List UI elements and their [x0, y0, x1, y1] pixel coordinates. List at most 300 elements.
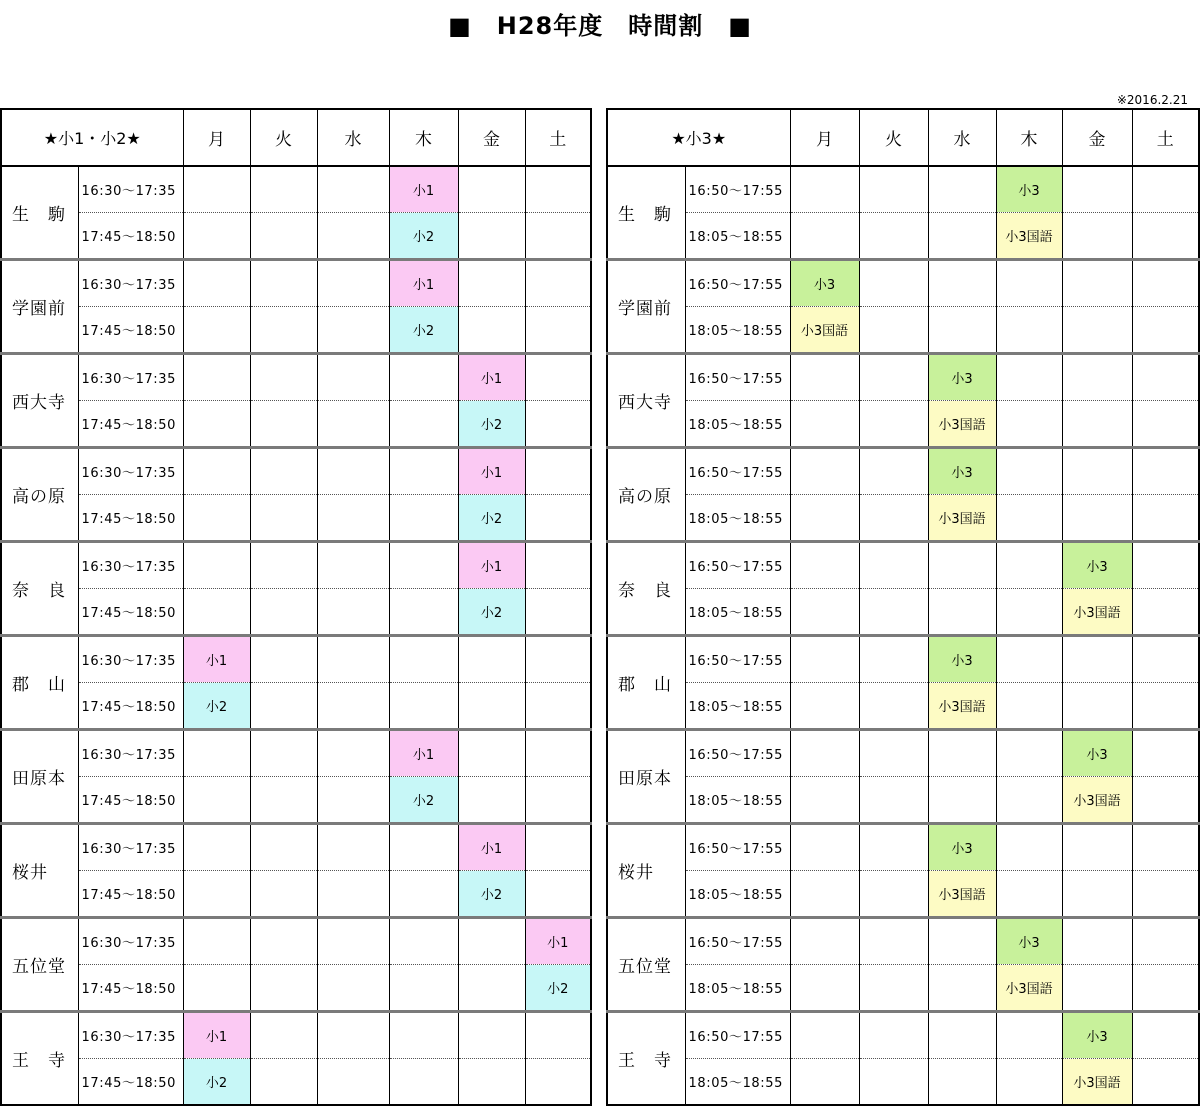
table-row	[607, 1012, 1199, 1059]
day-header-tue: 火	[859, 109, 928, 166]
table-row	[607, 542, 1199, 589]
time-slot: 16:50〜17:55	[685, 824, 790, 871]
time-slot: 18:05〜18:55	[685, 777, 790, 824]
table-header	[1, 109, 591, 166]
campus-name: 生 駒	[12, 205, 66, 225]
empty-cell	[1132, 636, 1199, 683]
time-slot: 18:05〜18:55	[685, 307, 790, 354]
empty-cell	[996, 401, 1062, 448]
class-cell: 小1	[389, 166, 458, 213]
empty-cell	[859, 589, 928, 636]
empty-cell	[859, 871, 928, 918]
empty-cell	[790, 1059, 859, 1106]
empty-cell	[525, 354, 591, 401]
class-cell: 小3国語	[1062, 1059, 1132, 1106]
empty-cell	[1132, 965, 1199, 1012]
campus-name: 学園前	[1, 260, 78, 354]
campus-name: 田原本	[1, 730, 78, 824]
class-cell: 小3国語	[928, 683, 996, 730]
empty-cell	[790, 213, 859, 260]
header-row	[1, 109, 591, 166]
time-slot: 18:05〜18:55	[685, 965, 790, 1012]
table-row	[1, 307, 591, 354]
empty-cell	[790, 636, 859, 683]
schedule-table-grade3	[606, 108, 1200, 1106]
time-slot: 16:50〜17:55	[685, 260, 790, 307]
day-header-wed: 水	[317, 109, 389, 166]
campus-name: 高の原	[1, 448, 78, 542]
time-slot: 18:05〜18:55	[685, 1059, 790, 1106]
class-cell: 小3	[790, 260, 859, 307]
table-row	[1, 260, 591, 307]
empty-cell	[183, 730, 250, 777]
empty-cell	[317, 918, 389, 965]
class-cell: 小1	[458, 448, 525, 495]
time-slot: 18:05〜18:55	[685, 871, 790, 918]
empty-cell	[183, 824, 250, 871]
empty-cell	[389, 965, 458, 1012]
empty-cell	[859, 307, 928, 354]
empty-cell	[1132, 918, 1199, 965]
class-cell: 小3国語	[1062, 589, 1132, 636]
empty-cell	[317, 354, 389, 401]
empty-cell	[790, 542, 859, 589]
time-slot: 17:45〜18:50	[78, 307, 183, 354]
time-slot: 18:05〜18:55	[685, 495, 790, 542]
table-row	[1, 777, 591, 824]
empty-cell	[1062, 871, 1132, 918]
time-slot: 16:30〜17:35	[78, 166, 183, 213]
empty-cell	[317, 777, 389, 824]
time-slot: 17:45〜18:50	[78, 965, 183, 1012]
page-title: ■ H28年度 時間割 ■	[448, 12, 752, 40]
table-row	[607, 495, 1199, 542]
time-slot: 16:50〜17:55	[685, 448, 790, 495]
empty-cell	[458, 260, 525, 307]
class-cell: 小3	[1062, 542, 1132, 589]
time-slot: 18:05〜18:55	[685, 401, 790, 448]
table-row	[1, 965, 591, 1012]
empty-cell	[859, 260, 928, 307]
empty-cell	[525, 260, 591, 307]
time-slot: 17:45〜18:50	[78, 777, 183, 824]
empty-cell	[317, 542, 389, 589]
empty-cell	[525, 495, 591, 542]
empty-cell	[389, 354, 458, 401]
class-cell: 小3国語	[928, 401, 996, 448]
campus-name: 田原本	[607, 730, 685, 824]
empty-cell	[317, 1012, 389, 1059]
time-slot: 17:45〜18:50	[78, 495, 183, 542]
empty-cell	[317, 448, 389, 495]
empty-cell	[183, 354, 250, 401]
empty-cell	[317, 965, 389, 1012]
empty-cell	[1062, 824, 1132, 871]
empty-cell	[389, 589, 458, 636]
time-slot: 17:45〜18:50	[78, 213, 183, 260]
empty-cell	[389, 1012, 458, 1059]
empty-cell	[859, 824, 928, 871]
class-cell: 小2	[458, 871, 525, 918]
empty-cell	[250, 683, 317, 730]
empty-cell	[317, 1059, 389, 1106]
class-cell: 小1	[458, 542, 525, 589]
empty-cell	[458, 683, 525, 730]
empty-cell	[183, 260, 250, 307]
table-row	[607, 777, 1199, 824]
empty-cell	[790, 824, 859, 871]
empty-cell	[859, 1012, 928, 1059]
class-cell: 小2	[458, 589, 525, 636]
table-row	[607, 260, 1199, 307]
empty-cell	[790, 166, 859, 213]
empty-cell	[1062, 918, 1132, 965]
empty-cell	[790, 777, 859, 824]
empty-cell	[790, 589, 859, 636]
table-row	[1, 636, 591, 683]
header-row	[607, 109, 1199, 166]
empty-cell	[183, 589, 250, 636]
empty-cell	[250, 354, 317, 401]
class-cell: 小2	[525, 965, 591, 1012]
empty-cell	[317, 495, 389, 542]
empty-cell	[250, 401, 317, 448]
table-row	[1, 166, 591, 213]
class-group-header: ★小3★	[607, 109, 790, 166]
empty-cell	[1062, 354, 1132, 401]
empty-cell	[317, 260, 389, 307]
campus-name: 西大寺	[1, 354, 78, 448]
empty-cell	[1062, 401, 1132, 448]
empty-cell	[183, 307, 250, 354]
empty-cell	[317, 871, 389, 918]
empty-cell	[525, 871, 591, 918]
table-row	[607, 448, 1199, 495]
empty-cell	[250, 824, 317, 871]
empty-cell	[859, 730, 928, 777]
campus-name: 高の原	[607, 448, 685, 542]
empty-cell	[996, 683, 1062, 730]
empty-cell	[996, 824, 1062, 871]
table-row	[607, 636, 1199, 683]
empty-cell	[250, 260, 317, 307]
day-header-sat: 土	[525, 109, 591, 166]
empty-cell	[389, 824, 458, 871]
empty-cell	[1132, 1059, 1199, 1106]
empty-cell	[525, 824, 591, 871]
day-header-fri: 金	[458, 109, 525, 166]
empty-cell	[1062, 260, 1132, 307]
table-row	[1, 213, 591, 260]
time-slot: 17:45〜18:50	[78, 1059, 183, 1106]
empty-cell	[996, 589, 1062, 636]
empty-cell	[317, 213, 389, 260]
empty-cell	[525, 307, 591, 354]
empty-cell	[859, 448, 928, 495]
empty-cell	[928, 965, 996, 1012]
empty-cell	[996, 354, 1062, 401]
class-cell: 小1	[525, 918, 591, 965]
empty-cell	[317, 683, 389, 730]
empty-cell	[183, 166, 250, 213]
table-header	[607, 109, 1199, 166]
empty-cell	[458, 636, 525, 683]
table-body	[1, 166, 591, 1105]
empty-cell	[525, 683, 591, 730]
empty-cell	[525, 1059, 591, 1106]
empty-cell	[389, 636, 458, 683]
class-cell: 小2	[389, 777, 458, 824]
table-row	[1, 495, 591, 542]
table-row	[607, 589, 1199, 636]
empty-cell	[458, 965, 525, 1012]
empty-cell	[389, 542, 458, 589]
empty-cell	[250, 448, 317, 495]
empty-cell	[458, 1059, 525, 1106]
empty-cell	[1132, 213, 1199, 260]
empty-cell	[1132, 730, 1199, 777]
empty-cell	[1062, 307, 1132, 354]
table-row	[1, 354, 591, 401]
empty-cell	[525, 636, 591, 683]
empty-cell	[859, 918, 928, 965]
empty-cell	[996, 542, 1062, 589]
empty-cell	[525, 589, 591, 636]
empty-cell	[1132, 307, 1199, 354]
time-slot: 16:50〜17:55	[685, 354, 790, 401]
class-cell: 小3	[928, 636, 996, 683]
time-slot: 16:50〜17:55	[685, 166, 790, 213]
empty-cell	[389, 1059, 458, 1106]
empty-cell	[996, 495, 1062, 542]
empty-cell	[790, 918, 859, 965]
empty-cell	[250, 166, 317, 213]
day-header-fri: 金	[1062, 109, 1132, 166]
time-slot: 16:30〜17:35	[78, 448, 183, 495]
empty-cell	[317, 401, 389, 448]
time-slot: 18:05〜18:55	[685, 589, 790, 636]
table-row	[1, 918, 591, 965]
empty-cell	[1132, 542, 1199, 589]
empty-cell	[389, 495, 458, 542]
class-cell: 小1	[458, 354, 525, 401]
empty-cell	[183, 871, 250, 918]
empty-cell	[859, 1059, 928, 1106]
empty-cell	[1132, 495, 1199, 542]
time-slot: 16:30〜17:35	[78, 918, 183, 965]
empty-cell	[458, 730, 525, 777]
class-cell: 小3国語	[790, 307, 859, 354]
empty-cell	[790, 1012, 859, 1059]
class-cell: 小2	[183, 1059, 250, 1106]
table-row	[607, 730, 1199, 777]
table-row	[1, 683, 591, 730]
class-cell: 小3国語	[996, 213, 1062, 260]
empty-cell	[996, 636, 1062, 683]
class-cell: 小1	[458, 824, 525, 871]
empty-cell	[250, 730, 317, 777]
empty-cell	[790, 965, 859, 1012]
empty-cell	[928, 213, 996, 260]
empty-cell	[1132, 824, 1199, 871]
campus-name: 学園前	[607, 260, 685, 354]
empty-cell	[928, 307, 996, 354]
empty-cell	[1132, 401, 1199, 448]
empty-cell	[458, 918, 525, 965]
empty-cell	[525, 1012, 591, 1059]
empty-cell	[183, 401, 250, 448]
time-slot: 16:30〜17:35	[78, 542, 183, 589]
time-slot: 16:50〜17:55	[685, 918, 790, 965]
time-slot: 16:50〜17:55	[685, 636, 790, 683]
empty-cell	[859, 495, 928, 542]
empty-cell	[525, 166, 591, 213]
empty-cell	[996, 448, 1062, 495]
campus-name: 奈 良	[607, 542, 685, 636]
empty-cell	[1062, 166, 1132, 213]
empty-cell	[790, 871, 859, 918]
empty-cell	[859, 542, 928, 589]
table-row	[1, 542, 591, 589]
table-row	[607, 354, 1199, 401]
empty-cell	[928, 918, 996, 965]
empty-cell	[1062, 448, 1132, 495]
class-cell: 小3	[928, 448, 996, 495]
campus-name: 生 駒	[618, 205, 672, 225]
empty-cell	[389, 448, 458, 495]
empty-cell	[183, 918, 250, 965]
class-cell: 小3国語	[1062, 777, 1132, 824]
empty-cell	[928, 730, 996, 777]
empty-cell	[317, 589, 389, 636]
empty-cell	[458, 307, 525, 354]
empty-cell	[928, 1059, 996, 1106]
class-cell: 小2	[458, 401, 525, 448]
class-cell: 小3国語	[928, 495, 996, 542]
time-slot: 17:45〜18:50	[78, 401, 183, 448]
empty-cell	[389, 683, 458, 730]
empty-cell	[1132, 1012, 1199, 1059]
day-header-mon: 月	[790, 109, 859, 166]
campus-name: 桜井	[1, 824, 78, 918]
empty-cell	[458, 1012, 525, 1059]
class-cell: 小1	[183, 1012, 250, 1059]
time-slot: 16:30〜17:35	[78, 636, 183, 683]
time-slot: 16:30〜17:35	[78, 730, 183, 777]
empty-cell	[250, 965, 317, 1012]
table-body	[607, 166, 1199, 1105]
empty-cell	[1132, 166, 1199, 213]
campus-name: 五位堂	[607, 918, 685, 1012]
empty-cell	[525, 777, 591, 824]
table-row	[607, 918, 1199, 965]
empty-cell	[183, 542, 250, 589]
time-slot: 16:50〜17:55	[685, 1012, 790, 1059]
campus-name: 桜井	[607, 824, 685, 918]
table-row	[1, 824, 591, 871]
empty-cell	[317, 824, 389, 871]
table-row	[1, 589, 591, 636]
empty-cell	[790, 354, 859, 401]
empty-cell	[389, 871, 458, 918]
time-slot: 16:50〜17:55	[685, 730, 790, 777]
time-slot: 18:05〜18:55	[685, 213, 790, 260]
empty-cell	[928, 589, 996, 636]
table-row	[607, 401, 1199, 448]
class-cell: 小3	[996, 166, 1062, 213]
empty-cell	[996, 871, 1062, 918]
class-cell: 小3	[996, 918, 1062, 965]
table-row	[607, 1059, 1199, 1106]
class-cell: 小2	[389, 213, 458, 260]
empty-cell	[250, 871, 317, 918]
table-row	[607, 166, 1199, 213]
class-cell: 小2	[458, 495, 525, 542]
date-note: ※2016.2.21	[1116, 93, 1188, 107]
empty-cell	[790, 448, 859, 495]
campus-name: 郡 山	[607, 636, 685, 730]
empty-cell	[250, 542, 317, 589]
day-header-tue: 火	[250, 109, 317, 166]
empty-cell	[996, 730, 1062, 777]
table-row	[1, 871, 591, 918]
campus-name: 奈 良	[1, 542, 78, 636]
time-slot: 17:45〜18:50	[78, 589, 183, 636]
empty-cell	[250, 636, 317, 683]
class-cell: 小1	[389, 730, 458, 777]
empty-cell	[790, 401, 859, 448]
table-row	[1, 1012, 591, 1059]
day-header-mon: 月	[183, 109, 250, 166]
empty-cell	[1132, 589, 1199, 636]
time-slot: 16:30〜17:35	[78, 354, 183, 401]
empty-cell	[250, 918, 317, 965]
campus-name: 王 寺	[607, 1012, 685, 1106]
empty-cell	[996, 1012, 1062, 1059]
empty-cell	[250, 1012, 317, 1059]
empty-cell	[1132, 260, 1199, 307]
empty-cell	[996, 260, 1062, 307]
empty-cell	[525, 213, 591, 260]
empty-cell	[317, 636, 389, 683]
class-cell: 小3	[928, 354, 996, 401]
empty-cell	[183, 965, 250, 1012]
time-slot: 17:45〜18:50	[78, 683, 183, 730]
class-cell: 小3国語	[928, 871, 996, 918]
table-row	[607, 965, 1199, 1012]
empty-cell	[458, 777, 525, 824]
empty-cell	[1132, 354, 1199, 401]
empty-cell	[859, 401, 928, 448]
class-cell: 小3国語	[996, 965, 1062, 1012]
table-row	[607, 307, 1199, 354]
time-slot: 18:05〜18:55	[685, 683, 790, 730]
empty-cell	[1062, 495, 1132, 542]
empty-cell	[790, 495, 859, 542]
empty-cell	[859, 683, 928, 730]
campus-name: 五位堂	[1, 918, 78, 1012]
empty-cell	[183, 495, 250, 542]
empty-cell	[250, 213, 317, 260]
empty-cell	[1062, 636, 1132, 683]
day-header-wed: 水	[928, 109, 996, 166]
day-header-thu: 木	[996, 109, 1062, 166]
empty-cell	[183, 213, 250, 260]
empty-cell	[389, 401, 458, 448]
empty-cell	[996, 777, 1062, 824]
time-slot: 17:45〜18:50	[78, 871, 183, 918]
empty-cell	[859, 965, 928, 1012]
